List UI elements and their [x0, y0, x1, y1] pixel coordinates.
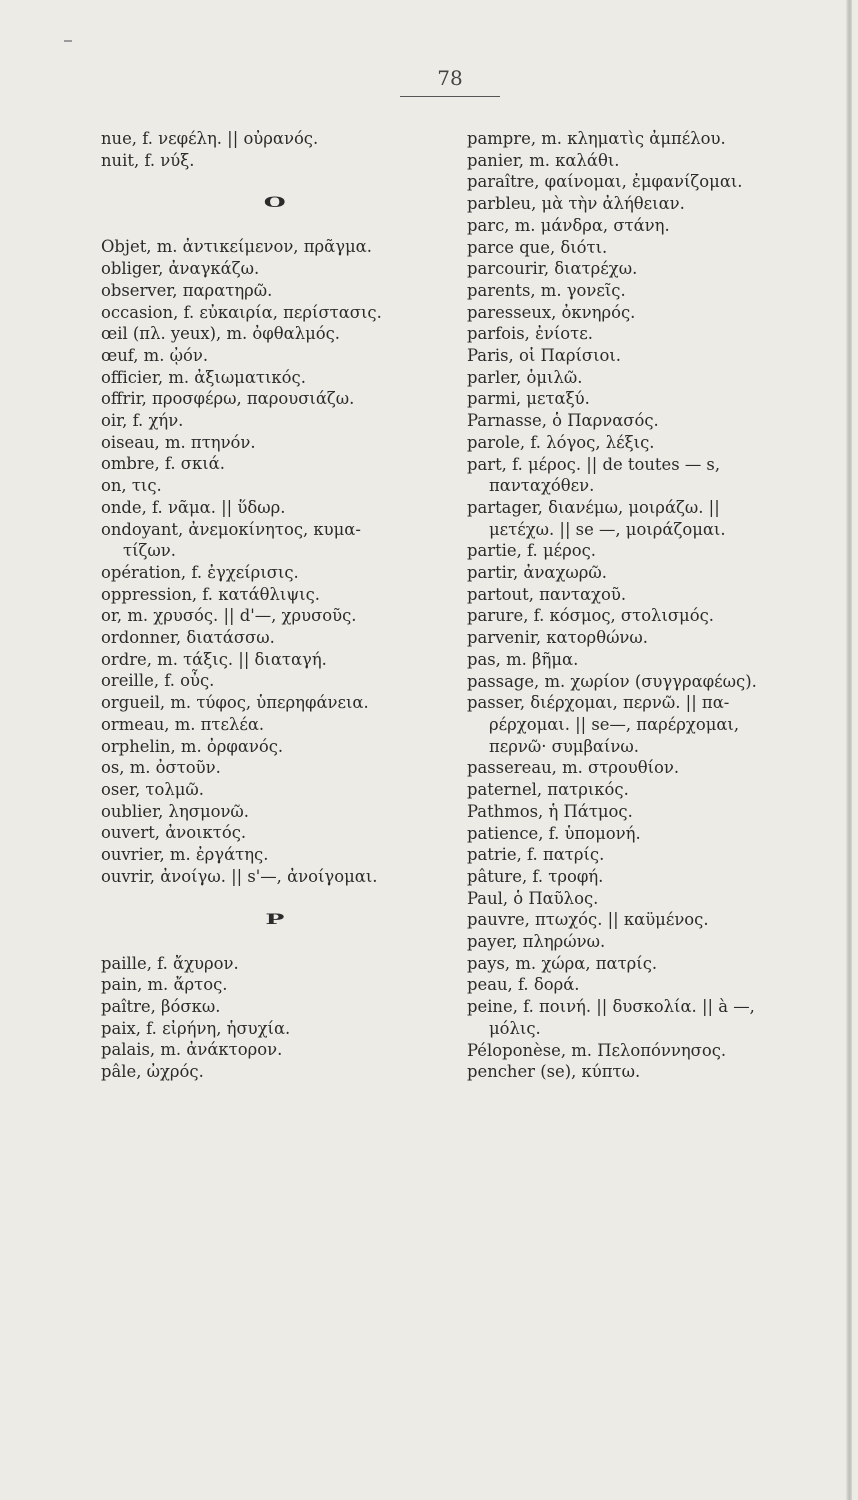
entry-line: nue, f. νεφέλη. || οὐρανός.: [101, 129, 319, 148]
entry-line: parcourir, διατρέχω.: [467, 259, 638, 279]
entry-line: parce que, διότι.: [467, 237, 608, 257]
entry-continuation: μετέχω. || se —, μοιράζομαι.: [489, 519, 726, 539]
entry-line: ouvrir, ἀνοίγω. || s'—, ἀνοίγομαι.: [101, 866, 378, 886]
dictionary-entry: [467, 996, 839, 1039]
dictionary-entry: [101, 388, 451, 410]
entry-line: parc, m. μάνδρα, στάνη.: [467, 215, 670, 235]
entry-line: oser, τολμῶ.: [101, 779, 204, 799]
dictionary-entry: [467, 171, 839, 193]
entry-line: pauvre, πτωχός. || καϋμένος.: [467, 910, 709, 930]
entry-line: part, f. μέρος. || de toutes — s,: [467, 454, 721, 474]
entry-line: passer, διέρχομαι, περνῶ. || πα-: [467, 693, 730, 713]
dictionary-entry: [467, 388, 839, 410]
entry-line: pâle, ὠχρός.: [101, 1062, 204, 1082]
entry-line: partie, f. μέρος.: [467, 541, 596, 561]
dictionary-entry: [467, 280, 839, 302]
dictionary-entry: [467, 649, 839, 671]
page-edge: [846, 0, 852, 1500]
entry-line: partout, πανταχοῦ.: [467, 584, 627, 604]
dictionary-entry: [101, 302, 451, 324]
entry-line: patience, f. ὑπομονή.: [467, 823, 641, 843]
entry-line: Objet, m. ἀντικείμενον, πρᾶγμα.: [101, 237, 372, 257]
entry-line: partir, ἀναχωρῶ.: [467, 563, 607, 583]
entry-line: oreille, f. οὖς.: [101, 671, 215, 691]
dictionary-column-right: [467, 128, 839, 1083]
header-rule: [400, 96, 500, 97]
entry-line: parvenir, κατορθώνω.: [467, 628, 648, 648]
section-heading: [101, 171, 451, 236]
entry-continuation: περνῶ· συμβαίνω.: [489, 736, 639, 756]
entry-line: parmi, μεταξύ.: [467, 389, 590, 409]
dictionary-entry: [101, 844, 451, 866]
dictionary-entry: [467, 671, 839, 693]
entry-line: occasion, f. εὐκαιρία, περίστασις.: [101, 302, 382, 322]
entry-line: peau, f. δορά.: [467, 975, 580, 995]
dictionary-entry: [467, 823, 839, 845]
dictionary-entry: [467, 540, 839, 562]
dictionary-entry: [467, 779, 839, 801]
dictionary-entry: [101, 605, 451, 627]
entry-line: paternel, πατρικός.: [467, 780, 629, 800]
entry-line: ondoyant, ἀνεμοκίνητος, κυμα-: [101, 519, 361, 539]
entry-line: paille, f. ἄχυρον.: [101, 953, 239, 973]
dictionary-entry: [101, 866, 451, 888]
dictionary-entry: [101, 670, 451, 692]
dictionary-entry: [467, 844, 839, 866]
entry-line: œuf, m. ᾠόν.: [101, 345, 209, 365]
corner-mark: [64, 40, 72, 42]
entry-line: Paul, ὁ Παῦλος.: [467, 888, 599, 908]
entry-line: paraître, φαίνομαι, ἐμφανίζομαι.: [467, 172, 743, 192]
entry-line: offrir, προσφέρω, παρουσιάζω.: [101, 389, 355, 409]
dictionary-entry: [101, 736, 451, 758]
dictionary-entry: [101, 150, 451, 172]
dictionary-entry: [467, 215, 839, 237]
entry-line: paix, f. εἰρήνη, ἡσυχία.: [101, 1018, 291, 1038]
dictionary-entry: [101, 584, 451, 606]
dictionary-entry: [467, 605, 839, 627]
entry-line: panier, m. καλάθι.: [467, 150, 620, 170]
entry-line: payer, πληρώνω.: [467, 932, 606, 952]
dictionary-entry: [101, 692, 451, 714]
entry-line: peine, f. ποινή. || δυσκολία. || à —,: [467, 997, 755, 1017]
dictionary-entry: [101, 519, 451, 562]
entry-line: œil (πλ. yeux), m. ὀφθαλμός.: [101, 324, 340, 344]
entry-line: partager, διανέμω, μοιράζω. ||: [467, 497, 720, 517]
dictionary-entry: [101, 1018, 451, 1040]
entry-line: Parnasse, ὁ Παρνασός.: [467, 411, 659, 431]
dictionary-entry: [101, 996, 451, 1018]
entry-line: pain, m. ἄρτος.: [101, 975, 228, 995]
dictionary-entry: [101, 410, 451, 432]
entry-line: parfois, ἐνίοτε.: [467, 324, 593, 344]
entry-line: ordre, m. τάξις. || διαταγή.: [101, 649, 327, 669]
entry-line: ordonner, διατάσσω.: [101, 628, 275, 648]
entry-line: Paris, οἱ Παρίσιοι.: [467, 346, 622, 366]
entry-line: passage, m. χωρίον (συγγραφέως).: [467, 671, 757, 691]
entry-line: pencher (se), κύπτω.: [467, 1062, 641, 1082]
entry-continuation: τίζων.: [123, 541, 176, 561]
dictionary-entry: [467, 302, 839, 324]
dictionary-entry: [101, 822, 451, 844]
dictionary-entry: [101, 1039, 451, 1061]
dictionary-entry: [101, 475, 451, 497]
dictionary-entry: [467, 237, 839, 259]
dictionary-entry: [467, 128, 839, 150]
entry-line: paresseux, ὀκνηρός.: [467, 302, 636, 322]
entry-line: oppression, f. κατάθλιψις.: [101, 584, 321, 604]
entry-line: Pathmos, ἡ Πάτμος.: [467, 801, 633, 821]
entry-line: parler, ὁμιλῶ.: [467, 367, 583, 387]
dictionary-entry: [467, 692, 839, 757]
dictionary-entry: [101, 453, 451, 475]
dictionary-entry: [467, 432, 839, 454]
section-letter: O: [264, 195, 288, 212]
dictionary-entry: [467, 757, 839, 779]
dictionary-entry: [467, 345, 839, 367]
dictionary-entry: [467, 888, 839, 910]
entry-line: onde, f. νᾶμα. || ὕδωρ.: [101, 497, 286, 517]
entry-line: os, m. ὀστοῦν.: [101, 758, 221, 778]
dictionary-entry: [101, 801, 451, 823]
entry-line: opération, f. ἐγχείρισις.: [101, 562, 299, 582]
dictionary-entry: [101, 497, 451, 519]
entry-line: obliger, ἀναγκάζω.: [101, 259, 260, 279]
entry-line: orgueil, m. τύφος, ὑπερηφάνεια.: [101, 693, 369, 713]
dictionary-entry: [467, 258, 839, 280]
entry-line: patrie, f. πατρίς.: [467, 845, 605, 865]
dictionary-entry: [467, 953, 839, 975]
dictionary-entry: [467, 801, 839, 823]
dictionary-column-left: [101, 128, 451, 1083]
section-letter: P: [265, 911, 287, 928]
entry-line: pâture, f. τροφή.: [467, 866, 604, 886]
dictionary-entry: [467, 497, 839, 540]
entry-line: oublier, λησμονῶ.: [101, 801, 250, 821]
dictionary-entry: [467, 562, 839, 584]
dictionary-entry: [467, 193, 839, 215]
entry-continuation: μόλις.: [489, 1018, 541, 1038]
dictionary-entry: [101, 974, 451, 996]
entry-line: ouvrier, m. ἐργάτης.: [101, 845, 269, 865]
dictionary-entry: [467, 866, 839, 888]
entry-line: officier, m. ἀξιωματικός.: [101, 367, 306, 387]
entry-line: orphelin, m. ὀρφανός.: [101, 736, 284, 756]
entry-line: oir, f. χήν.: [101, 411, 184, 431]
dictionary-entry: [101, 649, 451, 671]
dictionary-entry: [467, 410, 839, 432]
entry-line: parure, f. κόσμος, στολισμός.: [467, 606, 714, 626]
entry-line: observer, παρατηρῶ.: [101, 280, 273, 300]
section-heading: [101, 888, 451, 953]
entry-line: pays, m. χώρα, πατρίς.: [467, 953, 658, 973]
dictionary-entry: [467, 1061, 839, 1083]
entry-continuation: πανταχόθεν.: [489, 476, 595, 496]
dictionary-entry: [467, 1040, 839, 1062]
dictionary-entry: [101, 367, 451, 389]
dictionary-entry: [467, 584, 839, 606]
entry-line: ormeau, m. πτελέα.: [101, 714, 265, 734]
entry-line: parents, m. γονεῖς.: [467, 280, 626, 300]
entry-line: parole, f. λόγος, λέξις.: [467, 432, 655, 452]
entry-line: pas, m. βῆμα.: [467, 649, 579, 669]
dictionary-entry: [467, 367, 839, 389]
dictionary-entry: [101, 345, 451, 367]
entry-line: passereau, m. στρουθίον.: [467, 758, 680, 778]
dictionary-entry: [467, 627, 839, 649]
page-number: 78: [437, 66, 463, 90]
dictionary-entry: [467, 909, 839, 931]
dictionary-entry: [101, 714, 451, 736]
dictionary-entry: [467, 454, 839, 497]
dictionary-entry: [467, 974, 839, 996]
entry-line: ouvert, ἀνοικτός.: [101, 823, 247, 843]
dictionary-entry: [101, 953, 451, 975]
dictionary-entry: [467, 931, 839, 953]
dictionary-entry: [101, 258, 451, 280]
entry-line: ombre, f. σκιά.: [101, 454, 225, 474]
entry-line: paître, βόσκω.: [101, 996, 221, 1016]
entry-line: oiseau, m. πτηνόν.: [101, 432, 256, 452]
dictionary-entry: [467, 150, 839, 172]
dictionary-entry: [101, 236, 451, 258]
entry-line: pampre, m. κληματὶς ἀμπέλου.: [467, 129, 726, 148]
dictionary-entry: [101, 323, 451, 345]
dictionary-entry: [101, 562, 451, 584]
dictionary-entry: [101, 432, 451, 454]
dictionary-entry: [101, 779, 451, 801]
dictionary-entry: [101, 280, 451, 302]
entry-continuation: ρέρχομαι. || se—, παρέρχομαι,: [489, 714, 740, 734]
entry-line: or, m. χρυσός. || d'—, χρυσοῦς.: [101, 606, 357, 626]
dictionary-entry: [101, 128, 451, 150]
dictionary-entry: [101, 627, 451, 649]
entry-line: parbleu, μὰ τὴν ἀλήθειαν.: [467, 194, 685, 214]
entry-line: on, τις.: [101, 476, 162, 496]
dictionary-entry: [467, 323, 839, 345]
dictionary-entry: [101, 1061, 451, 1083]
entry-line: nuit, f. νύξ.: [101, 150, 195, 170]
dictionary-entry: [101, 757, 451, 779]
entry-line: palais, m. ἀνάκτορον.: [101, 1040, 283, 1060]
entry-line: Péloponèse, m. Πελοπόννησος.: [467, 1040, 727, 1060]
